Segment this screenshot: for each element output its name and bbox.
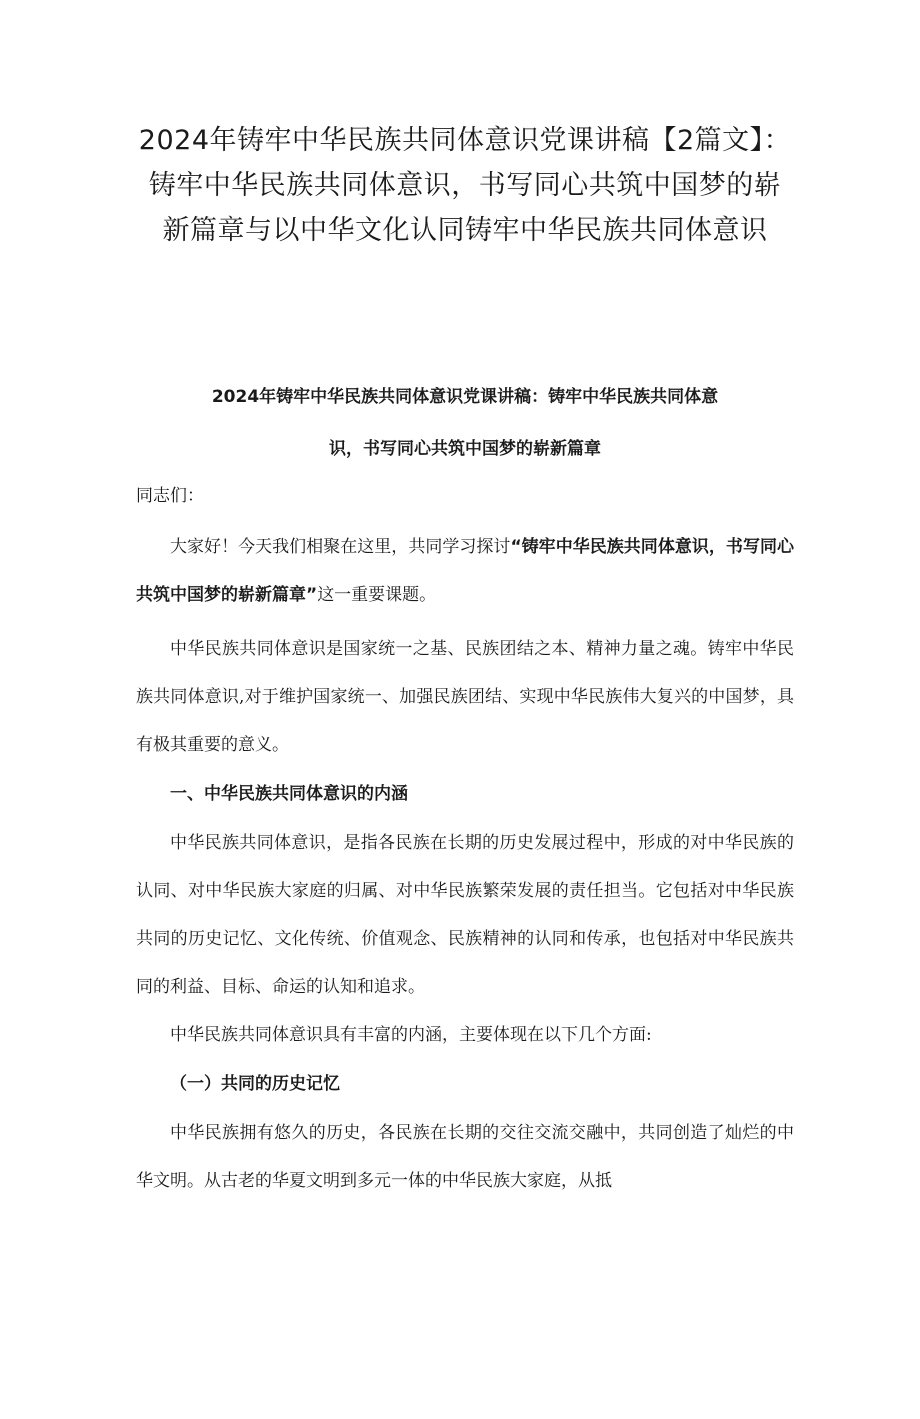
paragraph-3: 中华民族共同体意识具有丰富的内涵，主要体现在以下几个方面: xyxy=(170,1025,652,1045)
document-title xyxy=(136,118,794,253)
article-title xyxy=(136,371,794,475)
document-title-line-1: 2024年铸牢中华民族共同体意识党课讲稿【2篇文】： xyxy=(138,125,792,156)
paragraph-4: 中华民族拥有悠久的历史，各民族在长期的交往交流交融中，共同创造了灿烂的中华文明。从古老的华夏文明到多元一体的中华民族大家庭，从抵 xyxy=(136,1123,794,1191)
intro-text-end: 这一重要课题。 xyxy=(317,585,437,605)
article-title-line-1: 2024年铸牢中华民族共同体意识党课讲稿：铸牢中华民族共同体意 xyxy=(211,387,719,407)
subsection-heading-1: （一）共同的历史记忆 xyxy=(170,1074,340,1094)
intro-bold-topic: “铸牢中华民族共同体意识，书写同心共筑中国梦的崭新篇章” xyxy=(136,537,794,605)
section-heading-1: 一、中华民族共同体意识的内涵 xyxy=(170,784,408,804)
article-title-line-2: 识，书写同心共筑中国梦的崭新篇章 xyxy=(329,439,601,459)
document-title-line-3: 新篇章与以中华文化认同铸牢中华民族共同体意识 xyxy=(162,215,768,246)
salutation: 同志们： xyxy=(136,486,204,506)
paragraph-1: 中华民族共同体意识是国家统一之基、民族团结之本、精神力量之魂。铸牢中华民族共同体意识,对于维护国家统一、加强民族团结、实现中华民族伟大复兴的中国梦，具有极其重要的意义。 xyxy=(136,639,794,755)
document-title-line-2: 铸牢中华民族共同体意识，书写同心共筑中国梦的崭 xyxy=(148,170,782,201)
document-page xyxy=(0,118,920,1419)
intro-paragraph xyxy=(136,523,794,619)
intro-text: 大家好！今天我们相聚在这里，共同学习探讨 xyxy=(170,537,511,557)
paragraph-2: 中华民族共同体意识，是指各民族在长期的历史发展过程中，形成的对中华民族的认同、对中华民族大家庭的归属、对中华民族繁荣发展的责任担当。它包括对中华民族共同的历史记忆、文化传统、价值观念、民族精神的认同和传承，也包括对中华民族共同的利益、目标、命运的认知和追求。 xyxy=(136,833,794,997)
